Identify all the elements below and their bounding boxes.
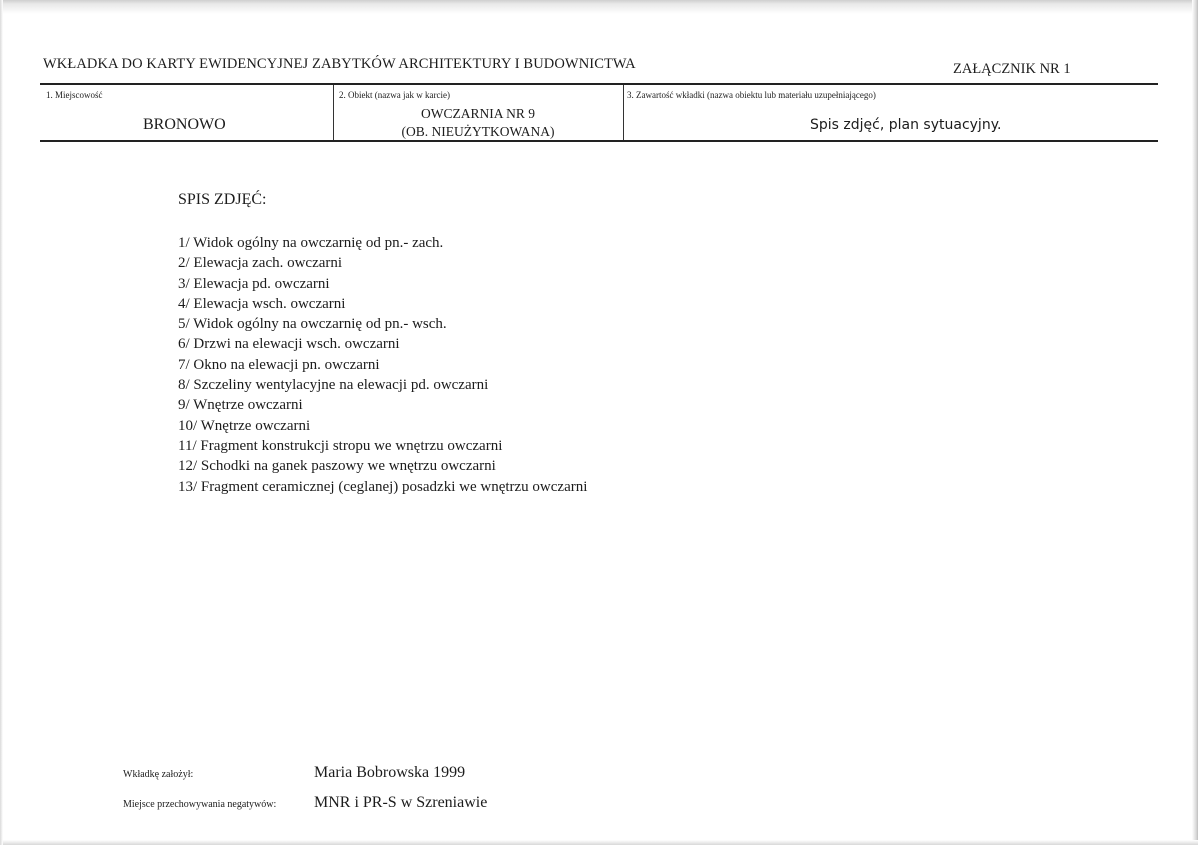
list-item: 1/ Widok ogólny na owczarnię od pn.- zach. <box>178 235 444 251</box>
list-item: 9/ Wnętrze owczarni <box>178 397 303 414</box>
table-divider-2 <box>623 85 624 140</box>
photo-list-heading: SPIS ZDJĘĆ: <box>178 191 267 208</box>
list-item: 11/ Fragment konstrukcji stropu we wnętrzu owczarni <box>178 437 503 454</box>
scan-edge-right <box>1192 0 1198 845</box>
contents-label: 3. Zawartość wkładki (nazwa obiektu lub materiału uzupełniającego) <box>627 90 876 100</box>
object-status: (OB. NIEUŻYTKOWANA) <box>401 124 555 139</box>
photo-list <box>178 233 587 497</box>
locality-value: BRONOWO <box>143 116 226 133</box>
contents-value: Spis zdjęć, plan sytuacyjny. <box>810 117 1002 133</box>
list-item: 13/ Fragment ceramicznej (ceglanej) posadzki we wnętrzu owczarni <box>178 478 588 495</box>
list-item: 3/ Elewacja pd. owczarni <box>178 275 330 292</box>
object-label: 2. Obiekt (nazwa jak w karcie) <box>339 90 450 100</box>
object-name: OWCZARNIA NR 9 <box>421 106 535 121</box>
locality-label: 1. Miejscowość <box>46 90 103 100</box>
list-item: 12/ Schodki na ganek paszowy we wnętrzu owczarni <box>178 458 496 475</box>
negatives-storage-label: Miejsce przechowywania negatywów: <box>123 799 277 810</box>
author-value: Maria Bobrowska 1999 <box>314 764 466 781</box>
list-item: 6/ Drzwi na elewacji wsch. owczarni <box>178 336 400 353</box>
list-item: 2/ Elewacja zach. owczarni <box>178 255 343 272</box>
document-title: WKŁADKA DO KARTY EWIDENCYJNEJ ZABYTKÓW ARCHITEKTURY I BUDOWNICTWA <box>43 56 636 72</box>
list-item: 5/ Widok ogólny na owczarnię od pn.- wsch. <box>178 316 447 333</box>
author-label: Wkładkę założył: <box>123 769 194 780</box>
list-item: 7/ Okno na elewacji pn. owczarni <box>178 356 380 373</box>
list-item: 4/ Elewacja wsch. owczarni <box>178 295 346 312</box>
scan-edge-left <box>0 0 3 845</box>
list-item: 10/ Wnętrze owczarni <box>178 417 311 434</box>
negatives-storage-value: MNR i PR-S w Szreniawie <box>314 794 488 811</box>
list-item: 8/ Szczeliny wentylacyjne na elewacji pd. owczarni <box>178 377 489 394</box>
annex-number: ZAŁĄCZNIK NR 1 <box>953 61 1071 77</box>
